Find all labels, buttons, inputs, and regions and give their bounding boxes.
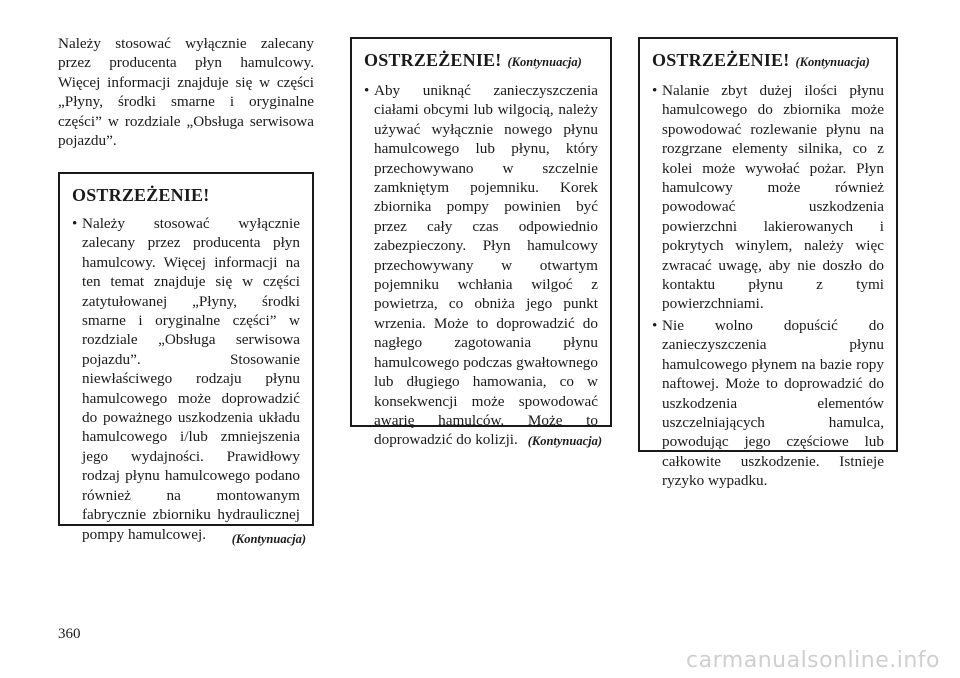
- warning-item: [652, 81, 884, 314]
- continuation-label: (Kontynuacja): [231, 532, 306, 546]
- warning-item-text: Należy stosować wyłącznie zalecany przez producenta płyn hamulcowy. Więcej informacji na ten temat znajduje się w części zatytułowanej „Płyny, środki smarne i oryginalne części” w rozdziale „Obsługa serwisowa pojazdu”. Stosowanie niewłaściwego rodzaju płynu hamulcowego może doprowadzić do poważnego uszkodzenia układu hamulcowego i/lub zmniejszenia jego wydajności. Prawidłowy rodzaj płynu hamulcowego podano również na montowanym fabrycznie zbiorniku hydraulicznej pompy hamulcowej.: [82, 215, 300, 543]
- warning-list: [364, 81, 598, 450]
- page-number: 360: [58, 626, 81, 642]
- warning-item-text: Nalanie zbyt dużej ilości płynu hamulcowego do zbiornika może spowodować rozlewanie płynu na rozgrzane elementy silnika, co z kolei może wywołać pożar. Płyn hamulcowy może również powodować uszkodzenia powierzchni lakierowanych i pokrytych winylem, należy więc zwracać uwagę, aby nie doszło do kontaktu płynu z tymi powierzchniami.: [662, 82, 884, 313]
- warning-title-text: OSTRZEŻENIE!: [72, 185, 210, 205]
- warning-title: [72, 184, 300, 206]
- warning-title-text: OSTRZEŻENIE!: [364, 50, 502, 70]
- bullet-icon: •: [72, 215, 78, 232]
- warning-item: [72, 214, 300, 544]
- bullet-icon: •: [364, 82, 370, 99]
- warning-item-text: Nie wolno dopuścić do zanieczyszczenia płynu hamulcowego płynem na bazie ropy naftowej. Może to doprowadzić do uszkodzenia elementów uszczelniających hamulca, powodując jego częściowe lub całkowite uszkodzenie. Istnieje ryzyko wypadku.: [662, 316, 884, 490]
- warning-item-text: Aby uniknąć zanieczyszczenia ciałami obcymi lub wilgocią, należy używać wyłącznie nowego płynu hamulcowego lub płynu, który przechowywano w szczelnie zamkniętym pojemniku. Korek zbiornika pompy powinien być przez cały czas odpowiednio zabezpieczony. Płyn hamulcowy przechowywany w otwartym pojemniku wchłania wilgoć z powietrza, co obniża jego punkt wrzenia. Może to doprowadzić do nagłego zagotowania płynu hamulcowego podczas gwałtownego lub długiego hamowania, co w konsekwencji może spowodować awarię hamulców. Może to doprowadzić do kolizji.: [374, 82, 598, 449]
- continuation-label: (Kontynuacja): [527, 434, 602, 448]
- warning-title-text: OSTRZEŻENIE!: [652, 50, 790, 70]
- warning-box-3: [638, 37, 898, 490]
- warning-list: [652, 81, 884, 491]
- warning-list: [72, 214, 300, 544]
- watermark: carmanualsonline.info: [686, 648, 940, 673]
- warning-title: [652, 49, 884, 73]
- warning-box-2: [350, 37, 612, 449]
- warning-item: [364, 81, 598, 450]
- bullet-icon: •: [652, 82, 658, 99]
- warning-title: [364, 49, 598, 73]
- continuation-tag: (Kontynuacja): [795, 55, 870, 69]
- intro-paragraph: Należy stosować wyłącznie zalecany przez producenta płyn hamulcowy. Więcej informacji znajduje się w części „Płyny, środki smarne i oryginalne części” w rozdziale „Obsługa serwisowa pojazdu”.: [58, 35, 314, 150]
- bullet-icon: •: [652, 316, 658, 334]
- continuation-tag: (Kontynuacja): [507, 55, 582, 69]
- warning-item: [652, 316, 884, 491]
